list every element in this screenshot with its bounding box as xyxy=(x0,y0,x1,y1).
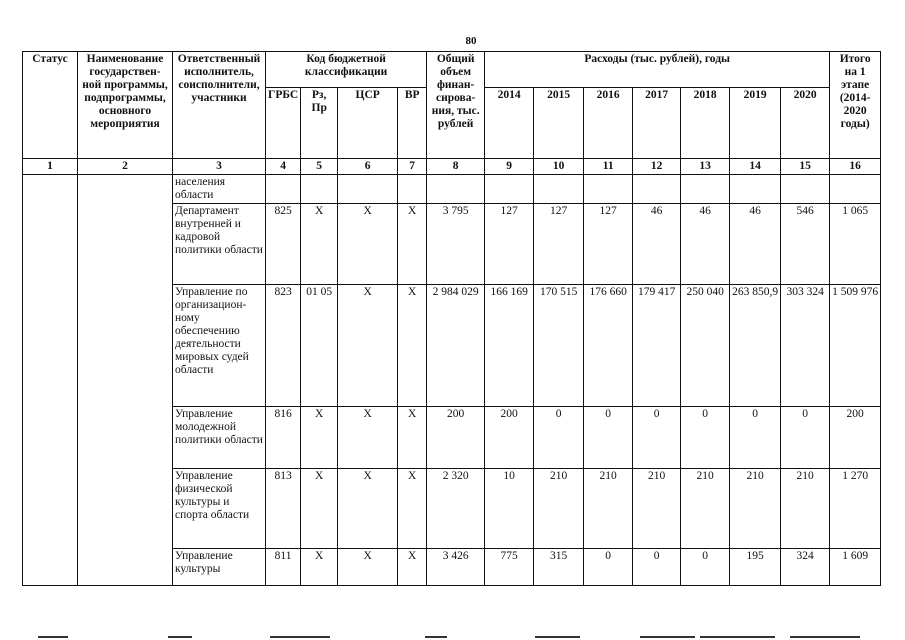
executor-cell: населения области xyxy=(173,175,266,204)
vr-cell: Х xyxy=(398,204,427,285)
year-cell: 127 xyxy=(534,204,584,285)
column-number: 5 xyxy=(301,159,338,175)
column-number: 1 xyxy=(23,159,78,175)
grbs-cell: 811 xyxy=(266,549,301,586)
year-cell: 127 xyxy=(584,204,633,285)
header-expenses: Расходы (тыс. рублей), годы xyxy=(485,52,830,88)
header-csr: ЦСР xyxy=(338,88,398,159)
year-cell: 546 xyxy=(781,204,830,285)
year-cell: 775 xyxy=(485,549,534,586)
year-cell: 127 xyxy=(485,204,534,285)
year-cell: 210 xyxy=(584,469,633,549)
year-cell xyxy=(633,175,681,204)
header-year-2016: 2016 xyxy=(584,88,633,159)
rz-pr-cell: Х xyxy=(301,204,338,285)
rz-pr-cell xyxy=(301,175,338,204)
year-cell: 0 xyxy=(584,549,633,586)
executor-cell: Управление молодежной политики области xyxy=(173,407,266,469)
year-cell: 0 xyxy=(534,407,584,469)
header-year-2019: 2019 xyxy=(730,88,781,159)
grbs-cell: 823 xyxy=(266,285,301,407)
year-cell: 0 xyxy=(633,549,681,586)
year-cell: 324 xyxy=(781,549,830,586)
column-number: 4 xyxy=(266,159,301,175)
vr-cell xyxy=(398,175,427,204)
year-cell: 210 xyxy=(534,469,584,549)
header-executor: Ответственный исполнитель, соисполнители, участники xyxy=(173,52,266,159)
scan-edge-mark xyxy=(270,636,330,638)
scan-edge-mark xyxy=(535,636,580,638)
stage-total-cell: 200 xyxy=(830,407,881,469)
executor-cell: Управление культуры xyxy=(173,549,266,586)
column-number-row xyxy=(23,159,881,175)
year-cell: 315 xyxy=(534,549,584,586)
year-cell: 195 xyxy=(730,549,781,586)
executor-cell: Управление физической культуры и спорта области xyxy=(173,469,266,549)
header-status: Статус xyxy=(23,52,78,159)
stage-total-cell xyxy=(830,175,881,204)
year-cell xyxy=(730,175,781,204)
column-number: 8 xyxy=(427,159,485,175)
rz-pr-cell: Х xyxy=(301,407,338,469)
scan-edge-mark xyxy=(700,636,775,638)
total-cell: 3 795 xyxy=(427,204,485,285)
header-year-2020: 2020 xyxy=(781,88,830,159)
year-cell xyxy=(584,175,633,204)
column-number: 2 xyxy=(78,159,173,175)
vr-cell: Х xyxy=(398,469,427,549)
csr-cell: Х xyxy=(338,469,398,549)
header-total-volume: Общий объем финан-сирова-ния, тыс. рублей xyxy=(427,52,485,159)
column-number: 11 xyxy=(584,159,633,175)
header-budget-code: Код бюджетной классификации xyxy=(266,52,427,88)
year-cell: 210 xyxy=(730,469,781,549)
vr-cell: Х xyxy=(398,407,427,469)
rz-pr-cell: Х xyxy=(301,549,338,586)
year-cell xyxy=(781,175,830,204)
year-cell xyxy=(681,175,730,204)
scan-edge-mark xyxy=(168,636,192,638)
year-cell: 200 xyxy=(485,407,534,469)
column-number: 9 xyxy=(485,159,534,175)
year-cell xyxy=(534,175,584,204)
year-cell: 170 515 xyxy=(534,285,584,407)
scan-edge-mark xyxy=(38,636,68,638)
csr-cell: Х xyxy=(338,407,398,469)
grbs-cell: 813 xyxy=(266,469,301,549)
year-cell: 166 169 xyxy=(485,285,534,407)
year-cell: 46 xyxy=(681,204,730,285)
column-number: 7 xyxy=(398,159,427,175)
rz-pr-cell: 01 05 xyxy=(301,285,338,407)
executor-cell: Департамент внутренней и кадровой политики области xyxy=(173,204,266,285)
column-number: 12 xyxy=(633,159,681,175)
year-cell: 250 040 xyxy=(681,285,730,407)
year-cell xyxy=(485,175,534,204)
page-number: 80 xyxy=(465,35,477,47)
column-number: 13 xyxy=(681,159,730,175)
csr-cell xyxy=(338,175,398,204)
year-cell: 46 xyxy=(633,204,681,285)
column-number: 3 xyxy=(173,159,266,175)
scan-edge-mark xyxy=(425,636,447,638)
year-cell: 176 660 xyxy=(584,285,633,407)
header-year-2017: 2017 xyxy=(633,88,681,159)
stage-total-cell: 1 065 xyxy=(830,204,881,285)
header-stage-total: Итого на 1 этапе (2014-2020 годы) xyxy=(830,52,881,159)
year-cell: 303 324 xyxy=(781,285,830,407)
header-year-2014: 2014 xyxy=(485,88,534,159)
total-cell: 3 426 xyxy=(427,549,485,586)
vr-cell: Х xyxy=(398,549,427,586)
stage-total-cell: 1 270 xyxy=(830,469,881,549)
program-name-cell xyxy=(78,175,173,586)
year-cell: 0 xyxy=(584,407,633,469)
year-cell: 263 850,9 xyxy=(730,285,781,407)
stage-total-cell: 1 509 976 xyxy=(830,285,881,407)
header-program-name: Наименование государствен-ной программы, подпрограммы, основного мероприятия xyxy=(78,52,173,159)
column-number: 10 xyxy=(534,159,584,175)
stage-total-cell: 1 609 xyxy=(830,549,881,586)
year-cell: 210 xyxy=(633,469,681,549)
year-cell: 0 xyxy=(681,549,730,586)
column-number: 6 xyxy=(338,159,398,175)
header-year-2015: 2015 xyxy=(534,88,584,159)
budget-table xyxy=(22,51,881,586)
year-cell: 0 xyxy=(681,407,730,469)
year-cell: 0 xyxy=(781,407,830,469)
year-cell: 210 xyxy=(781,469,830,549)
grbs-cell xyxy=(266,175,301,204)
header-rz-pr: Рз, Пр xyxy=(301,88,338,159)
column-number: 16 xyxy=(830,159,881,175)
year-cell: 46 xyxy=(730,204,781,285)
total-cell: 200 xyxy=(427,407,485,469)
grbs-cell: 825 xyxy=(266,204,301,285)
year-cell: 10 xyxy=(485,469,534,549)
grbs-cell: 816 xyxy=(266,407,301,469)
column-number: 15 xyxy=(781,159,830,175)
rz-pr-cell: Х xyxy=(301,469,338,549)
executor-cell: Управление по организацион-ному обеспечению деятельности мировых судей области xyxy=(173,285,266,407)
vr-cell: Х xyxy=(398,285,427,407)
year-cell: 0 xyxy=(633,407,681,469)
table-row xyxy=(23,175,881,204)
scan-edge-mark xyxy=(640,636,695,638)
header-grbs: ГРБС xyxy=(266,88,301,159)
year-cell: 0 xyxy=(730,407,781,469)
scan-edge-mark xyxy=(790,636,860,638)
header-vr: ВР xyxy=(398,88,427,159)
status-cell xyxy=(23,175,78,586)
csr-cell: Х xyxy=(338,204,398,285)
year-cell: 179 417 xyxy=(633,285,681,407)
csr-cell: Х xyxy=(338,549,398,586)
total-cell: 2 984 029 xyxy=(427,285,485,407)
total-cell xyxy=(427,175,485,204)
year-cell: 210 xyxy=(681,469,730,549)
csr-cell: Х xyxy=(338,285,398,407)
column-number: 14 xyxy=(730,159,781,175)
header-year-2018: 2018 xyxy=(681,88,730,159)
total-cell: 2 320 xyxy=(427,469,485,549)
